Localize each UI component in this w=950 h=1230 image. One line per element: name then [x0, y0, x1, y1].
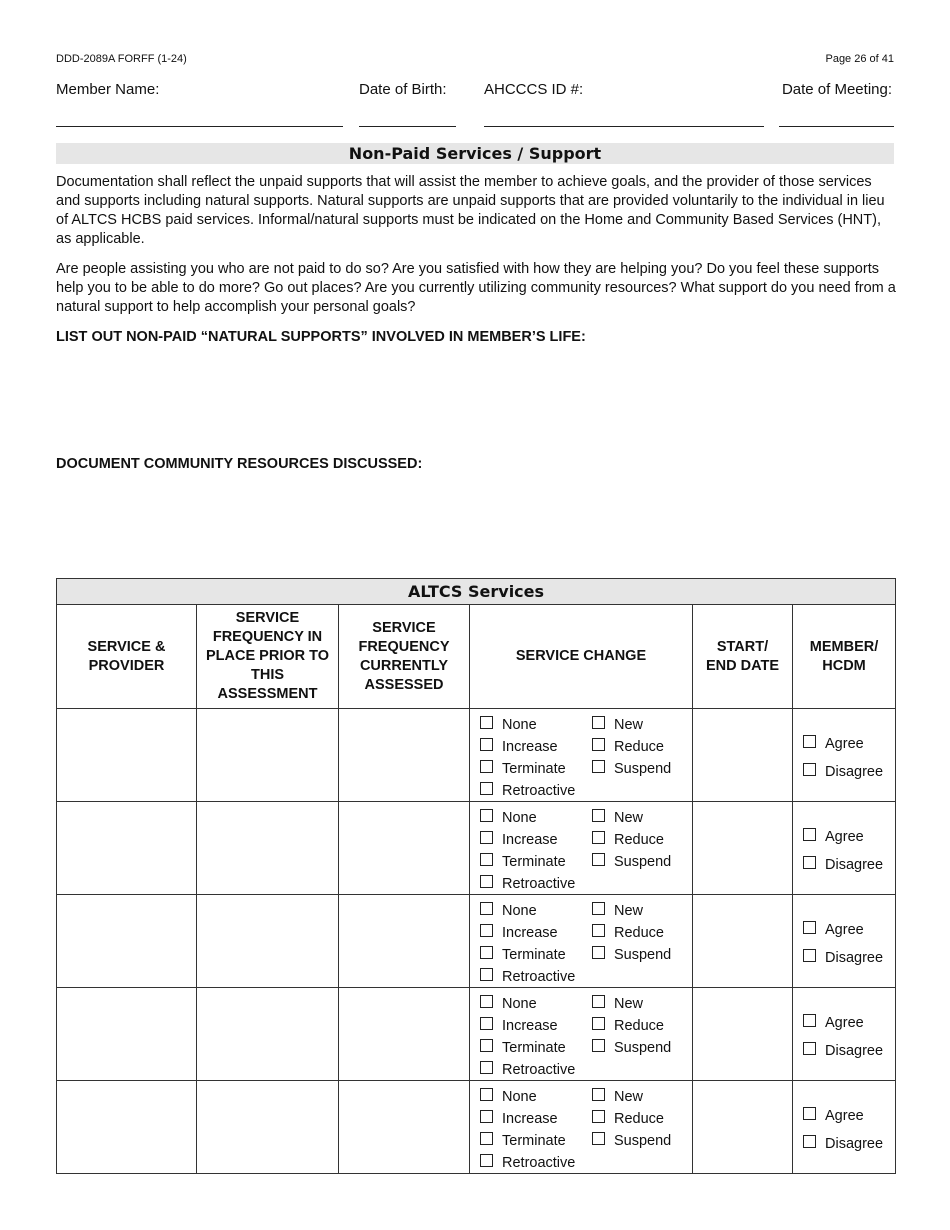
frequency-current-cell[interactable] [339, 1081, 470, 1174]
agree-option[interactable]: Agree [803, 736, 864, 752]
checkbox-icon[interactable] [480, 968, 493, 981]
increase-option[interactable]: Increase [480, 1111, 558, 1127]
service-provider-cell[interactable] [57, 895, 197, 988]
checkbox-icon[interactable] [480, 946, 493, 959]
checkbox-icon[interactable] [592, 1039, 605, 1052]
member-name-label: Member Name: [56, 81, 160, 98]
col-frequency-prior: SERVICE FREQUENCY IN PLACE PRIOR TO THIS ASSESSMENT [197, 605, 339, 709]
suspend-option[interactable]: Suspend [592, 854, 671, 870]
frequency-current-cell[interactable] [339, 988, 470, 1081]
start-end-date-cell[interactable] [693, 895, 793, 988]
checkbox-icon[interactable] [480, 1132, 493, 1145]
form-id: DDD-2089A FORFF (1-24) [56, 53, 187, 65]
service-change-cell [470, 895, 693, 988]
terminate-option[interactable]: Terminate [480, 854, 566, 870]
suspend-option[interactable]: Suspend [592, 1133, 671, 1149]
checkbox-icon[interactable] [803, 735, 816, 748]
checkbox-icon[interactable] [803, 921, 816, 934]
nonpaid-paragraph-2: Are people assisting you who are not paid to do so? Are you satisfied with how they are helping you? Do you feel these supports help you to be able to do more? Go out places? Are you currently utilizing community resources? What support do you need from a natural support to help accomplish your personal goals? [56, 261, 896, 315]
checkbox-icon[interactable] [803, 763, 816, 776]
suspend-option[interactable]: Suspend [592, 761, 671, 777]
frequency-current-cell[interactable] [339, 709, 470, 802]
service-change-cell [470, 802, 693, 895]
start-end-date-cell[interactable] [693, 709, 793, 802]
checkbox-icon[interactable] [803, 1014, 816, 1027]
member-name-field[interactable] [56, 126, 343, 127]
checkbox-icon[interactable] [592, 902, 605, 915]
frequency-prior-cell[interactable] [197, 709, 339, 802]
meeting-date-field[interactable] [779, 126, 894, 127]
checkbox-icon[interactable] [480, 782, 493, 795]
checkbox-icon[interactable] [480, 1110, 493, 1123]
checkbox-icon[interactable] [480, 831, 493, 844]
checkbox-icon[interactable] [592, 809, 605, 822]
checkbox-icon[interactable] [592, 1132, 605, 1145]
member-hcdm-cell [793, 988, 896, 1081]
checkbox-icon[interactable] [480, 853, 493, 866]
start-end-date-cell[interactable] [693, 988, 793, 1081]
checkbox-icon[interactable] [480, 995, 493, 1008]
increase-option[interactable]: Increase [480, 739, 558, 755]
retroactive-option[interactable]: Retroactive [480, 1062, 575, 1078]
nonpaid-title: Non-Paid Services / Support [56, 143, 894, 164]
community-resources-field[interactable] [56, 478, 894, 568]
none-option[interactable]: None [480, 903, 537, 919]
disagree-option[interactable]: Disagree [803, 1043, 883, 1059]
natural-supports-label: LIST OUT NON-PAID “NATURAL SUPPORTS” INVOLVED IN MEMBER’S LIFE: [56, 329, 586, 345]
frequency-current-cell[interactable] [339, 895, 470, 988]
checkbox-icon[interactable] [480, 875, 493, 888]
altcs-services-table [56, 578, 896, 1174]
terminate-option[interactable]: Terminate [480, 761, 566, 777]
table-row [57, 802, 896, 895]
table-row [57, 988, 896, 1081]
checkbox-icon[interactable] [480, 809, 493, 822]
col-frequency-current: SERVICE FREQUENCY CURRENTLY ASSESSED [339, 605, 470, 709]
new-option[interactable]: New [592, 903, 643, 919]
none-option[interactable]: None [480, 996, 537, 1012]
checkbox-icon[interactable] [480, 716, 493, 729]
start-end-date-cell[interactable] [693, 1081, 793, 1174]
service-provider-cell[interactable] [57, 988, 197, 1081]
service-change-cell [470, 709, 693, 802]
service-provider-cell[interactable] [57, 1081, 197, 1174]
checkbox-icon[interactable] [803, 949, 816, 962]
ahcccs-id-label: AHCCCS ID #: [484, 81, 584, 98]
col-member-hcdm: MEMBER/ HCDM [793, 605, 896, 709]
ahcccs-id-field[interactable] [484, 126, 764, 127]
new-option[interactable]: New [592, 810, 643, 826]
agree-option[interactable]: Agree [803, 1015, 864, 1031]
retroactive-option[interactable]: Retroactive [480, 876, 575, 892]
frequency-prior-cell[interactable] [197, 802, 339, 895]
disagree-option[interactable]: Disagree [803, 1136, 883, 1152]
col-service-provider: SERVICE & PROVIDER [57, 605, 197, 709]
checkbox-icon[interactable] [480, 902, 493, 915]
checkbox-icon[interactable] [592, 853, 605, 866]
frequency-current-cell[interactable] [339, 802, 470, 895]
dob-label: Date of Birth: [359, 81, 447, 98]
natural-supports-field[interactable] [56, 350, 894, 450]
reduce-option[interactable]: Reduce [592, 1111, 664, 1127]
checkbox-icon[interactable] [592, 716, 605, 729]
reduce-option[interactable]: Reduce [592, 739, 664, 755]
new-option[interactable]: New [592, 717, 643, 733]
checkbox-icon[interactable] [592, 1088, 605, 1101]
none-option[interactable]: None [480, 1089, 537, 1105]
reduce-option[interactable]: Reduce [592, 832, 664, 848]
checkbox-icon[interactable] [803, 856, 816, 869]
agree-option[interactable]: Agree [803, 1108, 864, 1124]
checkbox-icon[interactable] [592, 924, 605, 937]
frequency-prior-cell[interactable] [197, 895, 339, 988]
member-hcdm-cell [793, 802, 896, 895]
member-hcdm-cell [793, 1081, 896, 1174]
frequency-prior-cell[interactable] [197, 988, 339, 1081]
disagree-option[interactable]: Disagree [803, 950, 883, 966]
terminate-option[interactable]: Terminate [480, 1133, 566, 1149]
terminate-option[interactable]: Terminate [480, 947, 566, 963]
checkbox-icon[interactable] [803, 1135, 816, 1148]
checkbox-icon[interactable] [480, 1017, 493, 1030]
checkbox-icon[interactable] [480, 738, 493, 751]
member-hcdm-cell [793, 895, 896, 988]
checkbox-icon[interactable] [480, 1154, 493, 1167]
frequency-prior-cell[interactable] [197, 1081, 339, 1174]
service-provider-cell[interactable] [57, 709, 197, 802]
retroactive-option[interactable]: Retroactive [480, 969, 575, 985]
table-row [57, 1081, 896, 1174]
new-option[interactable]: New [592, 1089, 643, 1105]
checkbox-icon[interactable] [480, 1061, 493, 1074]
table-row [57, 895, 896, 988]
start-end-date-cell[interactable] [693, 802, 793, 895]
agree-option[interactable]: Agree [803, 922, 864, 938]
checkbox-icon[interactable] [803, 1042, 816, 1055]
checkbox-icon[interactable] [592, 1017, 605, 1030]
checkbox-icon[interactable] [592, 1110, 605, 1123]
suspend-option[interactable]: Suspend [592, 947, 671, 963]
checkbox-icon[interactable] [803, 828, 816, 841]
retroactive-option[interactable]: Retroactive [480, 1155, 575, 1171]
disagree-option[interactable]: Disagree [803, 764, 883, 780]
altcs-title: ALTCS Services [57, 579, 896, 605]
suspend-option[interactable]: Suspend [592, 1040, 671, 1056]
agree-option[interactable]: Agree [803, 829, 864, 845]
checkbox-icon[interactable] [480, 1039, 493, 1052]
member-hcdm-cell [793, 709, 896, 802]
checkbox-icon[interactable] [592, 946, 605, 959]
col-start-end-date: START/ END DATE [693, 605, 793, 709]
service-change-cell [470, 1081, 693, 1174]
terminate-option[interactable]: Terminate [480, 1040, 566, 1056]
table-row [57, 709, 896, 802]
community-resources-label: DOCUMENT COMMUNITY RESOURCES DISCUSSED: [56, 456, 423, 472]
increase-option[interactable]: Increase [480, 1018, 558, 1034]
increase-option[interactable]: Increase [480, 925, 558, 941]
checkbox-icon[interactable] [480, 1088, 493, 1101]
new-option[interactable]: New [592, 996, 643, 1012]
checkbox-icon[interactable] [803, 1107, 816, 1120]
checkbox-icon[interactable] [592, 995, 605, 1008]
page-number: Page 26 of 41 [825, 53, 894, 65]
reduce-option[interactable]: Reduce [592, 925, 664, 941]
dob-field[interactable] [359, 126, 456, 127]
checkbox-icon[interactable] [592, 738, 605, 751]
increase-option[interactable]: Increase [480, 832, 558, 848]
none-option[interactable]: None [480, 810, 537, 826]
nonpaid-paragraph-1: Documentation shall reflect the unpaid supports that will assist the member to achieve goals, and the provider of those services and supports including natural supports. Natural supports are unpaid supports that are provided voluntarily to the individual in lieu of ALTCS HCBS paid services. Informal/natural supports must be indicated on the Home and Community Based Services (HNT), as applicable. [56, 174, 885, 247]
col-service-change: SERVICE CHANGE [470, 605, 693, 709]
service-change-cell [470, 988, 693, 1081]
none-option[interactable]: None [480, 717, 537, 733]
retroactive-option[interactable]: Retroactive [480, 783, 575, 799]
disagree-option[interactable]: Disagree [803, 857, 883, 873]
checkbox-icon[interactable] [480, 924, 493, 937]
service-provider-cell[interactable] [57, 802, 197, 895]
checkbox-icon[interactable] [592, 760, 605, 773]
checkbox-icon[interactable] [480, 760, 493, 773]
meeting-date-label: Date of Meeting: [781, 81, 892, 98]
checkbox-icon[interactable] [592, 831, 605, 844]
reduce-option[interactable]: Reduce [592, 1018, 664, 1034]
